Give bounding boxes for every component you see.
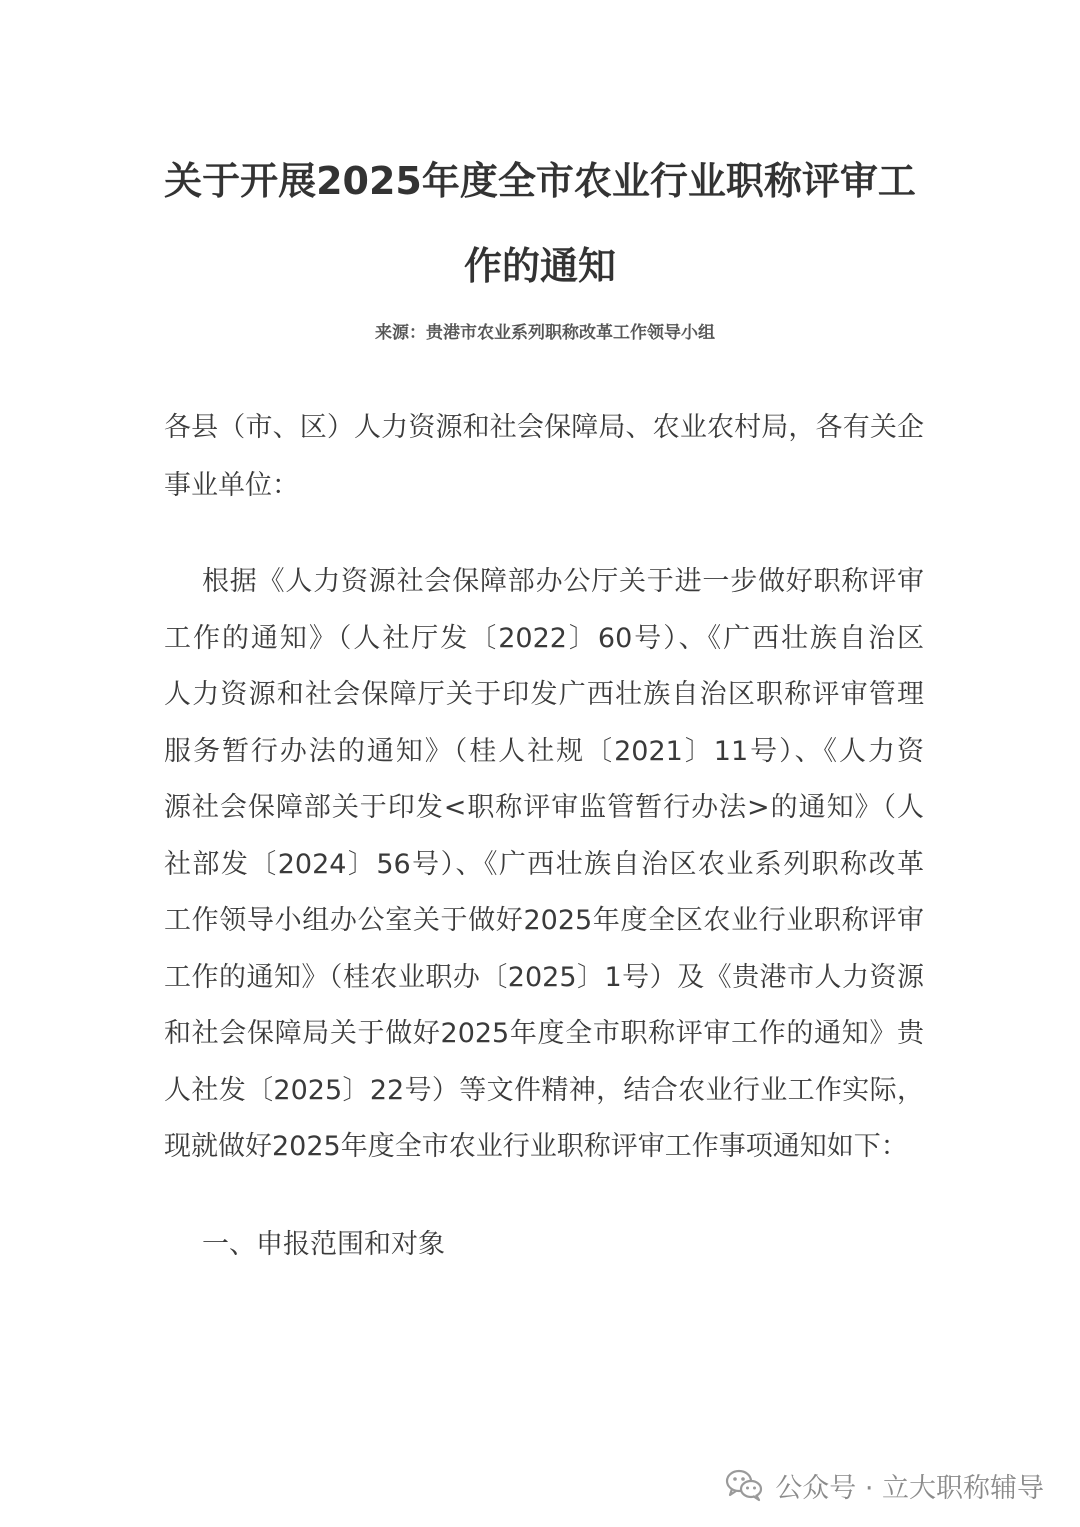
watermark-text: 公众号 · 立大职称辅导 [775, 1472, 1044, 1504]
document-title-line-1: 关于开展2025年度全市农业行业职称评审工 [164, 159, 916, 203]
wechat-watermark [725, 1465, 1044, 1505]
document-source: 来源：贵港市农业系列职称改革工作领导小组 [375, 323, 715, 343]
paragraph-line: 工作的通知》（桂农业职办〔2025〕1号）及《贵港市人力资源 [164, 962, 924, 993]
salutation-line-1: 各县（市、区）人力资源和社会保障局、农业农村局，各有关企 [164, 412, 924, 443]
paragraph-line: 服务暂行办法的通知》（桂人社规〔2021〕11号）、《人力资 [164, 736, 924, 767]
paragraph-line: 工作的通知》（人社厅发〔2022〕60号）、《广西壮族自治区 [164, 623, 924, 654]
salutation-line-2: 事业单位： [164, 470, 299, 501]
paragraph-line: 和社会保障局关于做好2025年度全市职称评审工作的通知》贵 [164, 1018, 924, 1049]
paragraph-line: 工作领导小组办公室关于做好2025年度全区农业行业职称评审 [164, 905, 924, 936]
paragraph-line: 根据《人力资源社会保障部办公厅关于进一步做好职称评审 [202, 566, 924, 597]
paragraph-line: 源社会保障部关于印发<职称评审监管暂行办法>的通知》（人 [164, 792, 924, 823]
paragraph-line: 现就做好2025年度全市农业行业职称评审工作事项通知如下： [164, 1131, 908, 1162]
section-heading: 一、申报范围和对象 [202, 1229, 445, 1260]
paragraph-line: 社部发〔2024〕56号）、《广西壮族自治区农业系列职称改革 [164, 849, 924, 880]
document-title-line-2: 作的通知 [463, 244, 616, 288]
wechat-icon [725, 1468, 763, 1502]
paragraph-line: 人社发〔2025〕22号）等文件精神，结合农业行业工作实际， [164, 1075, 924, 1106]
paragraph-line: 人力资源和社会保障厅关于印发广西壮族自治区职称评审管理 [164, 679, 924, 710]
